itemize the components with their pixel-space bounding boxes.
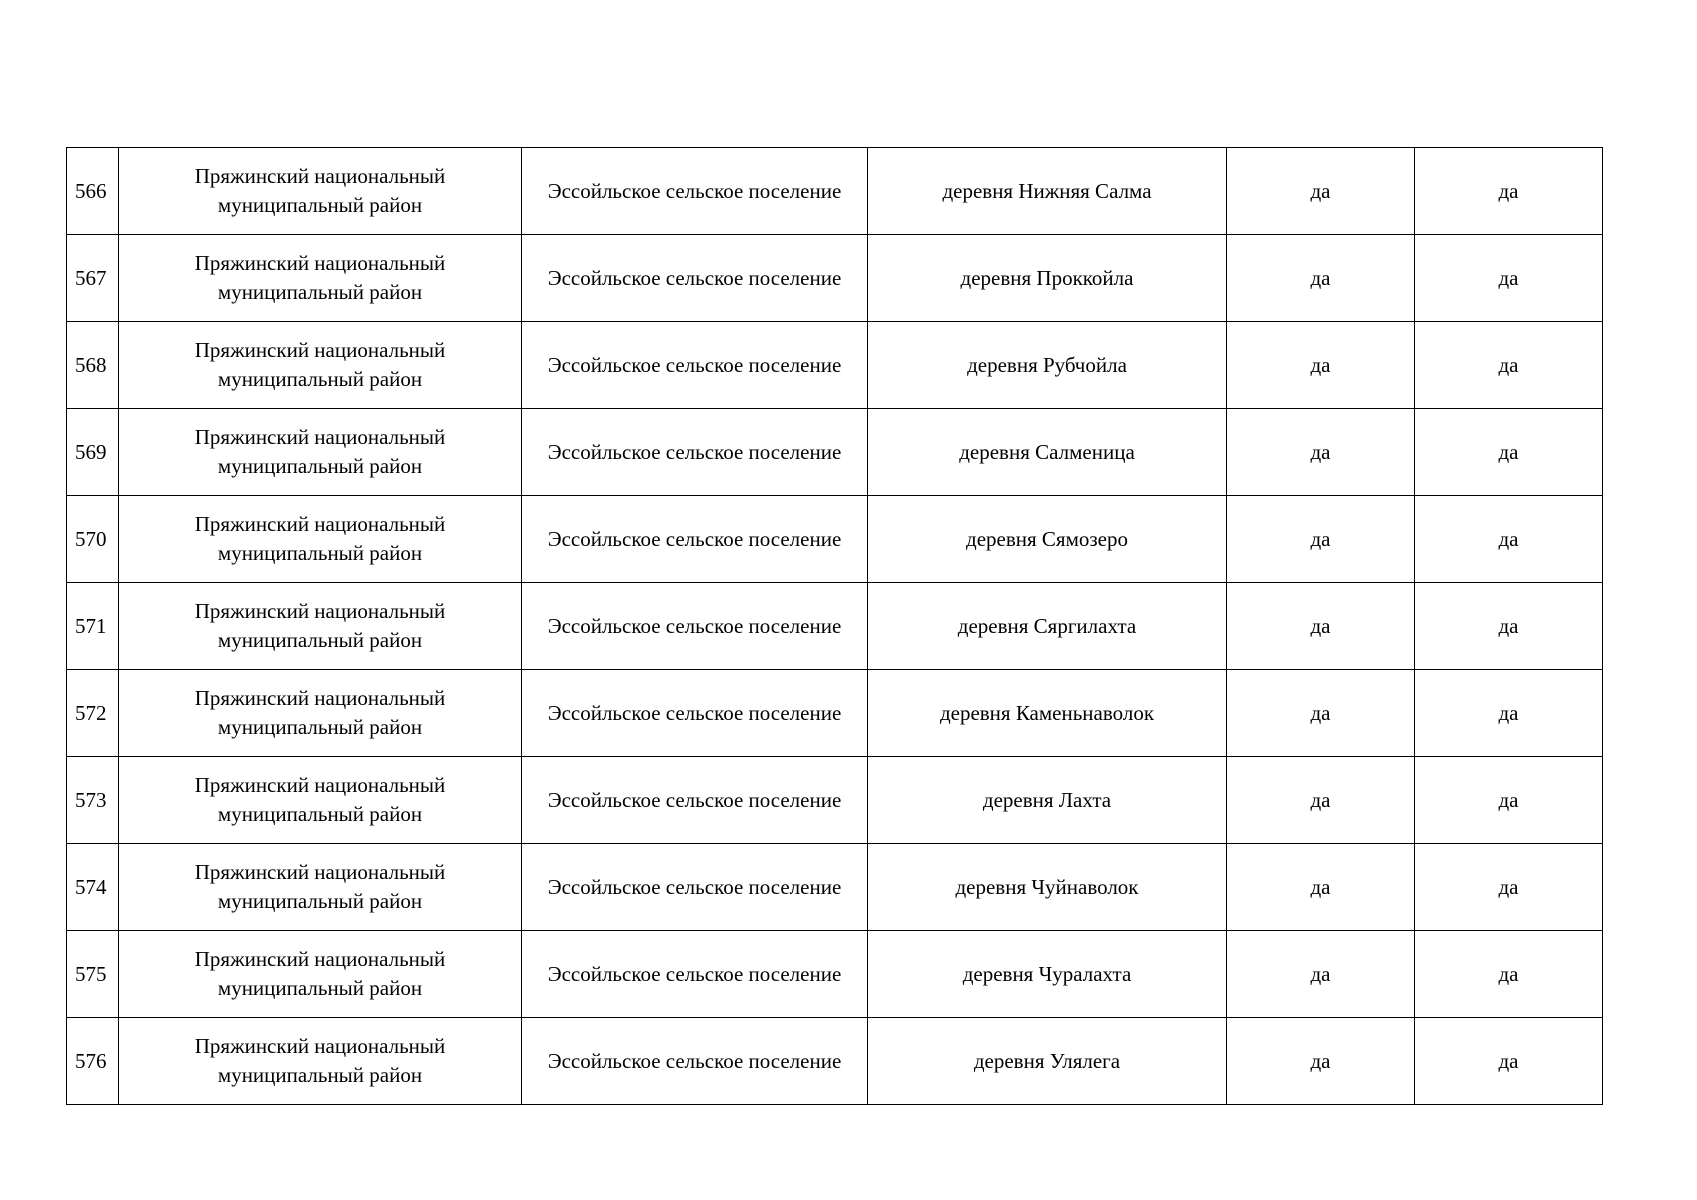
locality-cell: деревня Улялега (868, 1018, 1227, 1105)
locality-cell: деревня Нижняя Салма (868, 148, 1227, 235)
locality-cell: деревня Лахта (868, 757, 1227, 844)
district-line-2: муниципальный район (217, 889, 423, 913)
flag-cell-2: да (1415, 931, 1603, 1018)
district-line-1: Пряжинский национальный (194, 338, 446, 362)
table-row (67, 670, 1603, 757)
table-body (67, 148, 1603, 1105)
flag-cell-2: да (1415, 235, 1603, 322)
locality-cell: деревня Проккойла (868, 235, 1227, 322)
district-line-2: муниципальный район (217, 1063, 423, 1087)
locality-cell: деревня Рубчойла (868, 322, 1227, 409)
district-line-2: муниципальный район (217, 715, 423, 739)
locality-cell: деревня Чуйнаволок (868, 844, 1227, 931)
locality-cell: деревня Чуралахта (868, 931, 1227, 1018)
flag-cell-1: да (1227, 1018, 1415, 1105)
flag-cell-2: да (1415, 844, 1603, 931)
district-line-1: Пряжинский национальный (194, 599, 446, 623)
flag-cell-1: да (1227, 931, 1415, 1018)
table-row (67, 409, 1603, 496)
table-row (67, 931, 1603, 1018)
flag-cell-1: да (1227, 409, 1415, 496)
district-cell (119, 409, 522, 496)
district-line-1: Пряжинский национальный (194, 164, 446, 188)
table-row (67, 583, 1603, 670)
district-line-2: муниципальный район (217, 541, 423, 565)
district-line-2: муниципальный район (217, 280, 423, 304)
settlement-cell: Эссойльское сельское поселение (522, 496, 868, 583)
locality-cell: деревня Салменица (868, 409, 1227, 496)
flag-cell-2: да (1415, 409, 1603, 496)
district-cell (119, 148, 522, 235)
table-row (67, 235, 1603, 322)
flag-cell-2: да (1415, 148, 1603, 235)
table-row (67, 1018, 1603, 1105)
settlement-cell: Эссойльское сельское поселение (522, 931, 868, 1018)
district-line-2: муниципальный район (217, 454, 423, 478)
settlement-cell: Эссойльское сельское поселение (522, 235, 868, 322)
district-line-2: муниципальный район (217, 367, 423, 391)
row-number: 574 (67, 844, 119, 931)
settlement-cell: Эссойльское сельское поселение (522, 583, 868, 670)
settlement-cell: Эссойльское сельское поселение (522, 757, 868, 844)
settlement-cell: Эссойльское сельское поселение (522, 148, 868, 235)
flag-cell-1: да (1227, 670, 1415, 757)
settlement-cell: Эссойльское сельское поселение (522, 670, 868, 757)
row-number: 566 (67, 148, 119, 235)
flag-cell-2: да (1415, 496, 1603, 583)
flag-cell-2: да (1415, 670, 1603, 757)
flag-cell-1: да (1227, 496, 1415, 583)
district-cell (119, 1018, 522, 1105)
district-line-2: муниципальный район (217, 802, 423, 826)
flag-cell-1: да (1227, 844, 1415, 931)
table-row (67, 757, 1603, 844)
flag-cell-1: да (1227, 322, 1415, 409)
settlements-table (66, 147, 1603, 1105)
locality-cell: деревня Каменьнаволок (868, 670, 1227, 757)
table-row (67, 496, 1603, 583)
district-line-1: Пряжинский национальный (194, 860, 446, 884)
flag-cell-2: да (1415, 322, 1603, 409)
district-cell (119, 844, 522, 931)
table-row (67, 844, 1603, 931)
locality-cell: деревня Сямозеро (868, 496, 1227, 583)
district-line-1: Пряжинский национальный (194, 686, 446, 710)
district-line-2: муниципальный район (217, 628, 423, 652)
row-number: 567 (67, 235, 119, 322)
row-number: 571 (67, 583, 119, 670)
district-line-1: Пряжинский национальный (194, 947, 446, 971)
district-line-1: Пряжинский национальный (194, 512, 446, 536)
settlement-cell: Эссойльское сельское поселение (522, 844, 868, 931)
district-cell (119, 322, 522, 409)
row-number: 573 (67, 757, 119, 844)
district-cell (119, 670, 522, 757)
district-line-1: Пряжинский национальный (194, 1034, 446, 1058)
settlement-cell: Эссойльское сельское поселение (522, 1018, 868, 1105)
flag-cell-2: да (1415, 1018, 1603, 1105)
flag-cell-1: да (1227, 235, 1415, 322)
district-cell (119, 235, 522, 322)
district-cell (119, 757, 522, 844)
locality-cell: деревня Сяргилахта (868, 583, 1227, 670)
table-row (67, 322, 1603, 409)
district-line-1: Пряжинский национальный (194, 425, 446, 449)
flag-cell-2: да (1415, 757, 1603, 844)
flag-cell-2: да (1415, 583, 1603, 670)
district-line-1: Пряжинский национальный (194, 251, 446, 275)
flag-cell-1: да (1227, 583, 1415, 670)
settlement-cell: Эссойльское сельское поселение (522, 322, 868, 409)
district-line-2: муниципальный район (217, 976, 423, 1000)
district-cell (119, 583, 522, 670)
district-cell (119, 496, 522, 583)
row-number: 569 (67, 409, 119, 496)
row-number: 576 (67, 1018, 119, 1105)
district-cell (119, 931, 522, 1018)
flag-cell-1: да (1227, 148, 1415, 235)
table-row (67, 148, 1603, 235)
row-number: 570 (67, 496, 119, 583)
district-line-2: муниципальный район (217, 193, 423, 217)
settlement-cell: Эссойльское сельское поселение (522, 409, 868, 496)
row-number: 568 (67, 322, 119, 409)
district-line-1: Пряжинский национальный (194, 773, 446, 797)
row-number: 572 (67, 670, 119, 757)
row-number: 575 (67, 931, 119, 1018)
flag-cell-1: да (1227, 757, 1415, 844)
